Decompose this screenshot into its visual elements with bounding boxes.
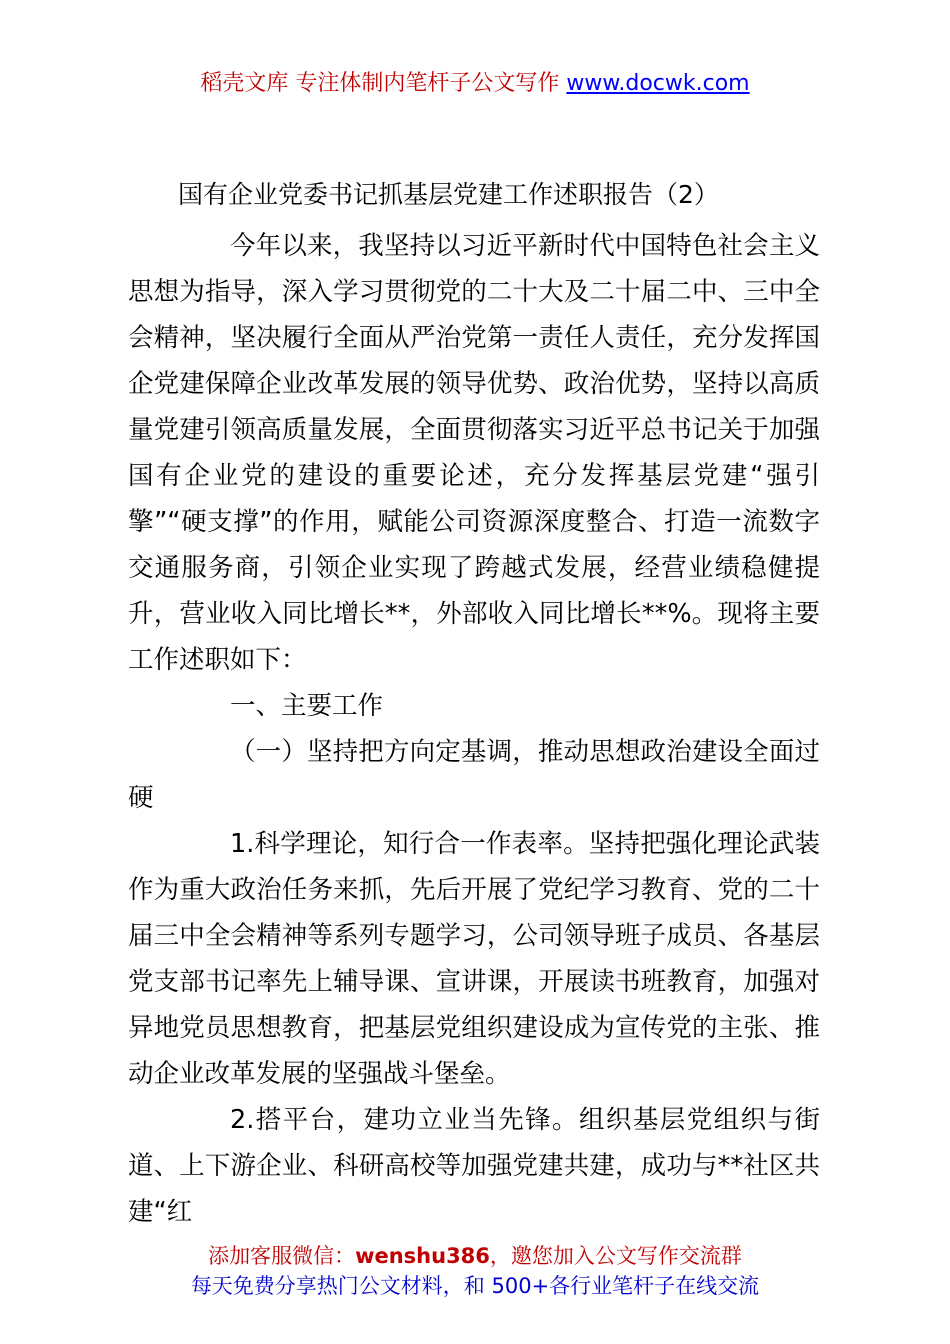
page-header xyxy=(0,68,950,100)
footer-contact-line xyxy=(0,1241,950,1271)
header-brand-text: 稻壳文库 专注体制内笔杆子公文写作 xyxy=(200,71,567,96)
subsection-heading: （一）坚持把方向定基调，推动思想政治建设全面过硬 xyxy=(128,737,820,813)
footer-promo-line: 每天免费分享热门公文材料，和 500+各行业笔杆子在线交流 xyxy=(190,1274,760,1298)
section-heading: 一、主要工作 xyxy=(230,691,384,721)
document-title: 国有企业党委书记抓基层党建工作述职报告（2） xyxy=(178,180,719,209)
footer-wechat-id: wenshu386 xyxy=(355,1244,490,1268)
document-body xyxy=(128,223,820,1235)
footer-contact-prefix: 添加客服微信： xyxy=(208,1244,356,1268)
footer-contact-suffix: ，邀您加入公文写作交流群 xyxy=(489,1244,742,1268)
body-paragraph: 2.搭平台，建功立业当先锋。组织基层党组织与街道、上下游企业、科研高校等加强党建共建，成功与**社区共建“红 xyxy=(128,1105,820,1227)
body-paragraph: 1.科学理论，知行合一作表率。坚持把强化理论武装作为重大政治任务来抓，先后开展了党纪学习教育、党的二十届三中全会精神等系列专题学习，公司领导班子成员、各基层党支部书记率先上辅导课、宣讲课，开展读书班教育，加强对异地党员思想教育，把基层党组织建设成为宣传党的主张、推动企业改革发展的坚强战斗堡垒。 xyxy=(128,829,820,1089)
page-footer xyxy=(0,1241,950,1301)
intro-paragraph: 今年以来，我坚持以习近平新时代中国特色社会主义思想为指导，深入学习贯彻党的二十大及二十届二中、三中全会精神，坚决履行全面从严治党第一责任人责任，充分发挥国企党建保障企业改革发展的领导优势、政治优势，坚持以高质量党建引领高质量发展，全面贯彻落实习近平总书记关于加强国有企业党的建设的重要论述，充分发挥基层党建“强引擎”“硬支撑”的作用，赋能公司资源深度整合、打造一流数字交通服务商，引领企业实现了跨越式发展，经营业绩稳健提升，营业收入同比增长**，外部收入同比增长**%。现将主要工作述职如下： xyxy=(128,231,820,675)
header-website-link[interactable]: www.docwk.com xyxy=(566,71,750,96)
